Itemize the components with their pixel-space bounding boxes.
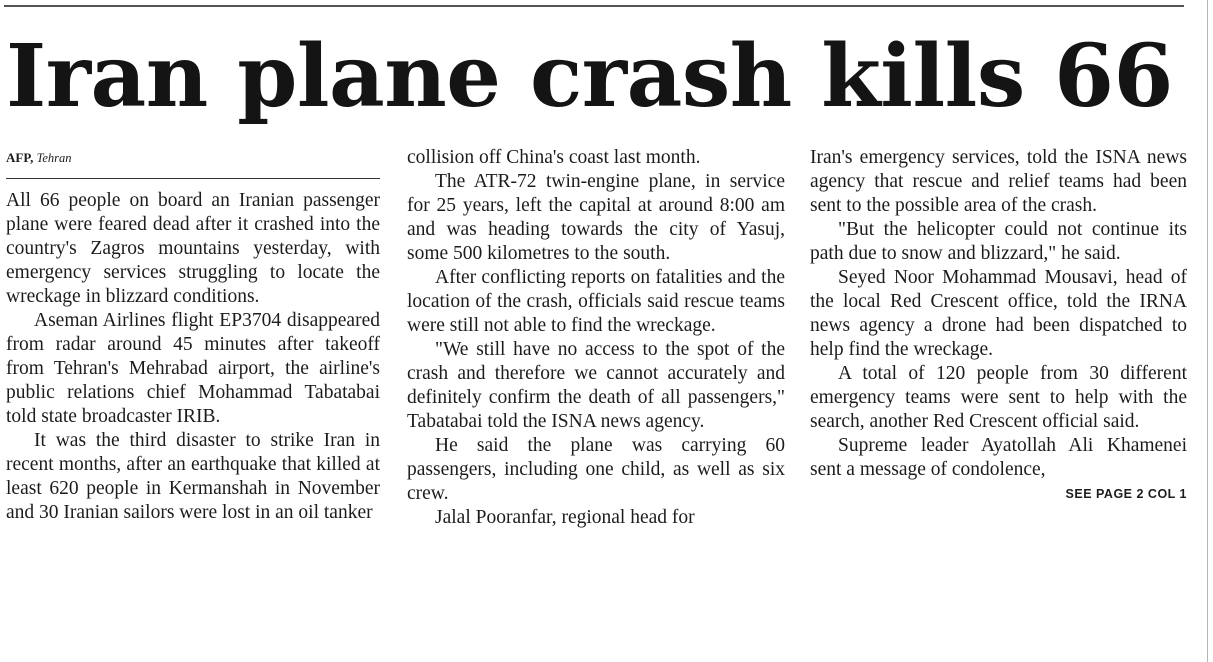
- continued-jump-line[interactable]: SEE PAGE 2 COL 1: [1065, 487, 1187, 501]
- paragraph: The ATR-72 twin-engine plane, in service for 25 years, left the capital at around 8:00 am and was heading towards the city of Yasuj, some 500 kilometres to the south.: [407, 171, 785, 264]
- paragraph: He said the plane was carrying 60 passengers, including one child, as well as six crew.: [407, 435, 785, 504]
- paragraph: collision off China's coast last month.: [407, 147, 701, 168]
- page-edge-rule: [1207, 0, 1208, 662]
- paragraph: Aseman Airlines flight EP3704 disappeared from radar around 45 minutes after takeoff from Tehran's Mehrabad airport, the airline's public relations chief Mohammad Tabatabai told state broadcaster IRIB.: [6, 310, 380, 427]
- article-column-3: [810, 146, 1187, 506]
- paragraph: Iran's emergency services, told the ISNA news agency that rescue and relief teams had been sent to the possible area of the crash.: [810, 147, 1187, 216]
- paragraph: All 66 people on board an Iranian passenger plane were feared dead after it crashed into the country's Zagros mountains yesterday, with emergency services struggling to locate the wreckage in blizzard conditions.: [6, 190, 380, 307]
- dateline-agency: AFP,: [6, 150, 34, 165]
- article-column-1: [6, 146, 380, 525]
- paragraph: "We still have no access to the spot of the crash and therefore we cannot accurately and definitely confirm the death of all passengers," Tabatabai told the ISNA news agency.: [407, 339, 785, 432]
- top-rule: [4, 5, 1184, 7]
- paragraph: Seyed Noor Mohammad Mousavi, head of the local Red Crescent office, told the IRNA news agency a drone had been dispatched to help find the wreckage.: [810, 267, 1187, 360]
- paragraph: It was the third disaster to strike Iran in recent months, after an earthquake that killed at least 620 people in Kermanshah in November and 30 Iranian sailors were lost in an oil tanker: [6, 430, 380, 523]
- dateline-rule: [6, 178, 380, 179]
- paragraph: Jalal Pooranfar, regional head for: [435, 507, 695, 528]
- paragraph: Supreme leader Ayatollah Ali Khamenei sent a message of condolence,: [810, 435, 1187, 480]
- paragraph: "But the helicopter could not continue its path due to snow and blizzard," he said.: [810, 219, 1187, 264]
- paragraph: After conflicting reports on fatalities and the location of the crash, officials said rescue teams were still not able to find the wreckage.: [407, 267, 785, 336]
- paragraph: A total of 120 people from 30 different emergency teams were sent to help with the search, another Red Crescent official said.: [810, 363, 1187, 432]
- article-column-2: [407, 146, 785, 530]
- headline: Iran plane crash kills 66: [6, 26, 1173, 127]
- dateline-place: Tehran: [36, 151, 72, 165]
- dateline: [6, 146, 380, 170]
